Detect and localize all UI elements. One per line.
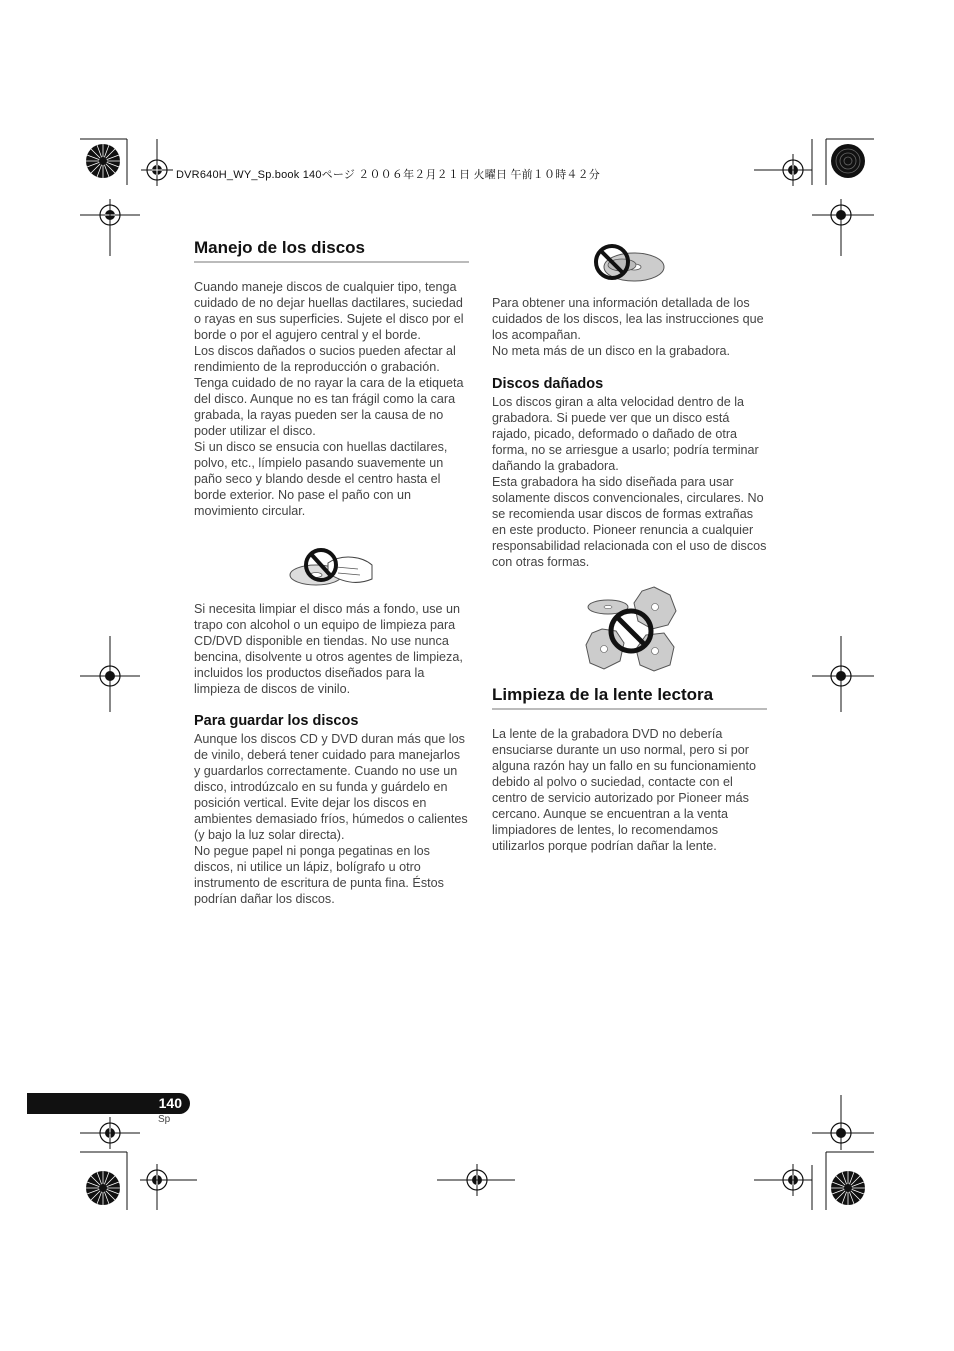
file-info-header: DVR640H_WY_Sp.book 140ページ ２００６年２月２１日 火曜日 午前１０時４２分 [176,169,600,181]
paragraph: Esta grabadora ha sido diseñada para usar solamente discos convencionales, circulares. No se recomienda usar discos de formas extrañas en este producto. Pioneer renuncia a cualquier responsabilidad relacionada con el uso de discos con otras formas. [492,475,767,569]
lens-section [492,685,767,854]
subsection-title-damaged: Discos dañados [492,376,604,392]
body-text [492,394,767,570]
paragraph: Si necesita limpiar el disco más a fondo, use un trapo con alcohol o un equipo de limpieza para CD/DVD disponible en tiendas. No use nunca bencina, disolvente u otros agentes de limpieza, incluidos los productos diseñados para la limpieza de discos de vinilo. [194,602,463,696]
paragraph: No meta más de un disco en la grabadora. [492,344,731,358]
language-code: Sp [158,1114,171,1125]
paragraph: Para obtener una información detallada de los cuidados de los discos, lea las instrucciones que los acompañan. [492,296,764,342]
paragraph: Los discos giran a alta velocidad dentro de la grabadora. Si puede ver que un disco está rajado, picado, deformado o dañado de otra forma, no se arriesgue a usarlo; podría terminar dañando la grabadora. [492,395,759,473]
section-title-lens: Limpieza de la lente lectora [492,685,767,710]
body-text [492,726,767,854]
single-disc-prohibited-icon [590,240,670,286]
body-text [194,601,469,697]
body-text [194,279,469,519]
damaged-section [492,376,767,570]
paragraph: Cuando maneje discos de cualquier tipo, tenga cuidado de no dejar huellas dactilares, suciedad o rayas en sus superficies. Sujete el disco por el borde o por el agujero central y el borde. [194,280,464,342]
subsection-title-storage: Para guardar los discos [194,713,359,729]
paragraph: La lente de la grabadora DVD no debería ensuciarse durante un uso normal, pero si por alguna razón hay un fallo en su funcionamiento debido al polvo o suciedad, contacte con el centro de servicio autorizado por Pioneer más cercano. Aunque se encuentran a la venta limpiadores de lentes, lo recomendamos utilizarlos porque podrían dañar la lente. [492,727,756,853]
storage-section [194,713,469,907]
body-text [492,295,767,359]
body-text [194,731,469,907]
paragraph: Si un disco se ensucia con huellas dactilares, polvo, etc., límpielo pasando suavemente un paño seco y blando desde el centro hasta el borde exterior. No pase el paño con un movimiento circular. [194,440,448,518]
paragraph: Aunque los discos CD y DVD duran más que los de vinilo, deberá tener cuidado para manejarlos y guardarlos correctamente. Cuando no use un disco, introdúzcalo en su funda y guárdelo en posición vertical. Evite dejar los discos en ambientes demasiado fríos, húmedos o calientes (y bajo la luz solar directa). [194,732,468,842]
page-number: 140 [158,1095,182,1111]
disc-wipe-prohibited-icon [288,543,378,593]
section-title-manejo: Manejo de los discos [194,238,469,263]
paragraph: Los discos dañados o sucios pueden afectar al rendimiento de la reproducción o grabación. Tenga cuidado de no rayar la cara de la etiqueta del disco. Aunque no es tan frágil como la cara grabada, la rayas pueden ser la causa de no poder utilizar el disco. [194,344,464,438]
left-column [194,238,469,519]
paragraph: No pegue papel ni ponga pegatinas en los discos, ni utilice un lápiz, bolígrafo u otro instrumento de escritura de punta fina. Éstos podrían dañar los discos. [194,844,444,906]
odd-shaped-discs-prohibited-icon [582,585,678,675]
page-number-bar [27,1093,190,1114]
